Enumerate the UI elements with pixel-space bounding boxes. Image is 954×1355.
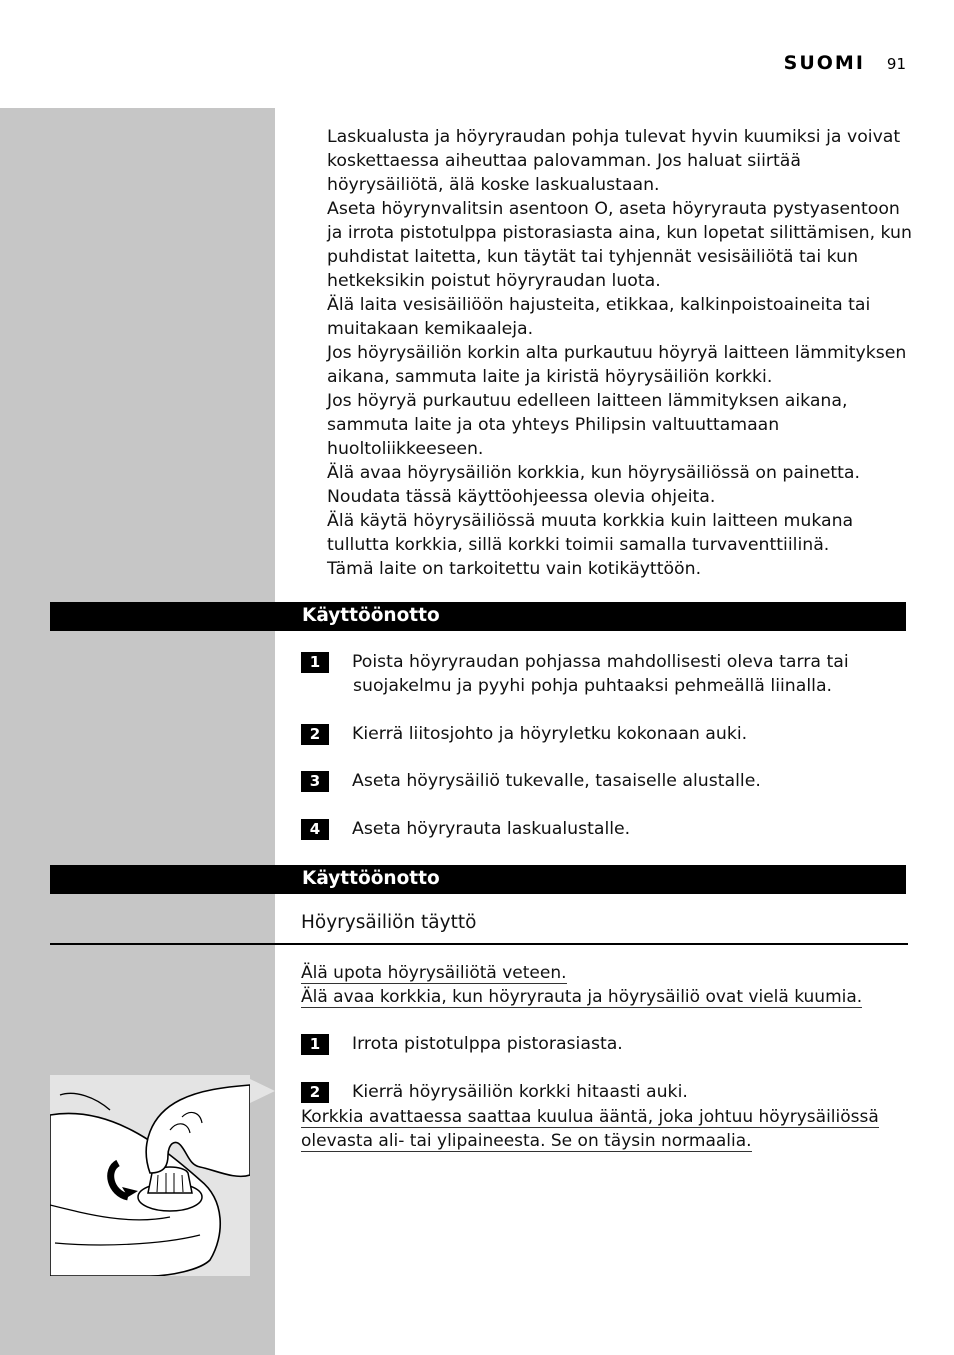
warning-line <box>301 961 567 985</box>
intro-paragraph: Älä laita vesisäiliöön hajusteita, etikkaa, kalkinpoistoaineita tai muitakaan kemikaaleja. <box>327 295 871 339</box>
warning-text: Älä upota höyrysäiliötä veteen. <box>301 963 567 983</box>
intro-paragraph: Jos höyryä purkautuu edelleen laitteen lämmityksen aikana, sammuta laite ja ota yhteys Philipsin valtuuttamaan huoltoliikkeeseen. <box>327 391 848 459</box>
step-text: Poista höyryraudan pohjassa mahdollisesti oleva tarra tai <box>352 652 849 672</box>
intro-text <box>327 125 912 581</box>
section-heading-bar <box>50 865 906 894</box>
intro-paragraph: Aseta höyrynvalitsin asentoon O, aseta höyryrauta pystyasentoon ja irrota pistotulppa pistorasiasta aina, kun lopetat silittämisen, kun puhdistat laitetta, kun täytät tai tyhjennät vesisäiliötä tai kun hetkeksikin poistut höyryraudan luota. <box>327 199 912 291</box>
page-header <box>784 52 906 74</box>
step-item <box>301 650 891 698</box>
cap-opening-illustration <box>50 1075 250 1276</box>
section-title: Käyttöönotto <box>302 605 440 626</box>
intro-paragraph: Jos höyrysäiliön korkin alta purkautuu höyryä laitteen lämmityksen aikana, sammuta laite ja kiristä höyrysäiliön korkki. <box>327 343 907 387</box>
intro-paragraph: Laskualusta ja höyryraudan pohja tulevat hyvin kuumiksi ja voivat koskettaessa aiheuttaa palovamman. Jos haluat siirtää höyrysäiliötä, älä koske laskualustaan. <box>327 127 901 195</box>
note-line <box>301 1129 752 1153</box>
step-number: 1 <box>301 1034 329 1055</box>
warning-text: Älä avaa korkkia, kun höyryrauta ja höyrysäiliö ovat vielä kuumia. <box>301 987 863 1007</box>
note-line <box>301 1105 879 1129</box>
step-text: Kierrä höyrysäiliön korkki hitaasti auki. <box>352 1082 688 1102</box>
language-label: SUOMI <box>783 52 865 74</box>
hand-twisting-cap-icon <box>50 1075 250 1276</box>
step-number: 2 <box>301 724 329 745</box>
step-text: Kierrä liitosjohto ja höyryletku kokonaan auki. <box>352 724 748 744</box>
step-item <box>301 1032 891 1056</box>
warning-line <box>301 985 862 1009</box>
step-number: 1 <box>301 652 329 673</box>
step-item <box>301 817 891 841</box>
intro-paragraph: Tämä laite on tarkoitettu vain kotikäyttöön. <box>327 559 702 579</box>
note-text: olevasta ali- tai ylipaineesta. Se on täysin normaalia. <box>301 1131 752 1151</box>
illustration-pointer <box>250 1079 275 1103</box>
note-text: Korkkia avattaessa saattaa kuulua ääntä, joka johtuu höyrysäiliössä <box>301 1107 879 1127</box>
subsection-title: Höyrysäiliön täyttö <box>301 912 477 933</box>
step-number: 2 <box>301 1082 329 1103</box>
step-number: 3 <box>301 771 329 792</box>
step-text: Irrota pistotulppa pistorasiasta. <box>352 1034 623 1054</box>
step-text: Aseta höyryrauta laskualustalle. <box>352 819 631 839</box>
step-text: Aseta höyrysäiliö tukevalle, tasaiselle alustalle. <box>352 771 761 791</box>
step-item <box>301 769 891 793</box>
section-title: Käyttöönotto <box>302 868 440 889</box>
step-item <box>301 1080 891 1104</box>
section-heading-bar <box>50 602 906 631</box>
page-number: 91 <box>886 55 906 73</box>
intro-paragraph: Älä avaa höyrysäiliön korkkia, kun höyrysäiliössä on painetta. Noudata tässä käyttöohjeessa olevia ohjeita. <box>327 463 860 507</box>
step-item <box>301 722 891 746</box>
step-number: 4 <box>301 819 329 840</box>
intro-paragraph: Älä käytä höyrysäiliössä muuta korkkia kuin laitteen mukana tullutta korkkia, sillä korkki toimii samalla turvaventtiilinä. <box>327 511 854 555</box>
divider <box>50 943 908 945</box>
step-text-continued: suojakelmu ja pyyhi pohja puhtaaksi pehmeällä liinalla. <box>353 676 833 696</box>
